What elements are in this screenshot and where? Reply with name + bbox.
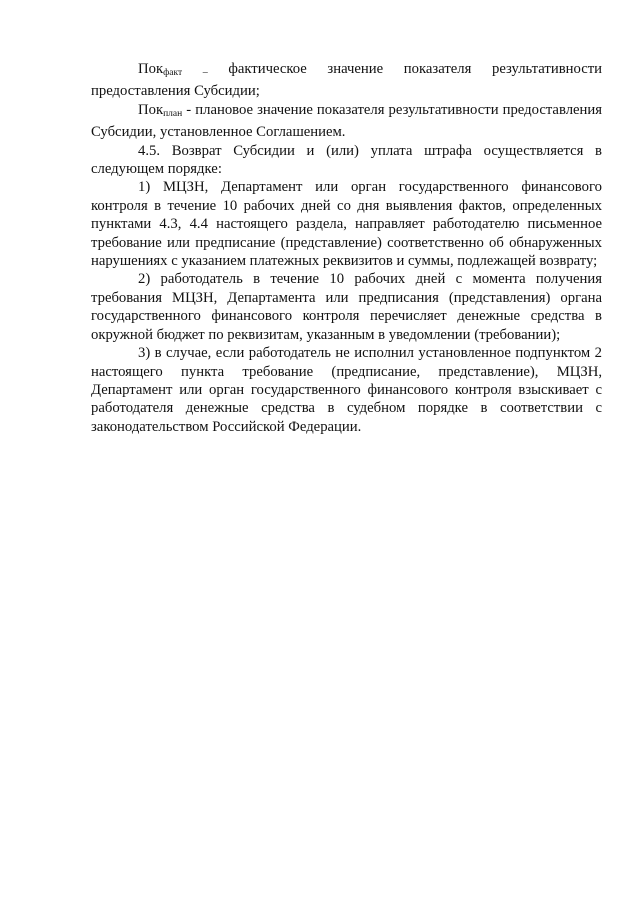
paragraph-4-5: 4.5. Возврат Субсидии и (или) уплата штрафа осуществляется в следующем порядке: (91, 142, 602, 178)
definition-symbol: Пок (138, 101, 164, 118)
paragraph-item-1: 1) МЦЗН, Департамент или орган государственного финансового контроля в течение 10 рабочих дней со дня выявления фактов, определенных пунктами 4.3, 4.4 настоящего раздела, направляет работодателю письменное требование или предписание (представление) соответственно об обнаруженных нарушениях с указанием платежных реквизитов и суммы, подлежащей возврату; (91, 179, 602, 270)
definition-dash: – (202, 67, 208, 78)
definition-subscript: факт (163, 68, 183, 78)
definition-symbol: Пок (138, 61, 164, 77)
definition-pok-plan (91, 101, 602, 142)
paragraph-item-2: 2) работодатель в течение 10 рабочих дней с момента получения требования МЦЗН, Департамента или предписания (представления) органа государственного финансового контроля перечисляет денежные средства в окружной бюджет по реквизитам, указанным в уведомлении (требовании); (91, 271, 602, 343)
definition-dash: - (186, 101, 192, 118)
definition-text: плановое значение показателя результативности предоставления Субсидии, установленное Соглашением. (91, 101, 603, 141)
definition-text: фактическое значение показателя результативности предоставления Субсидии; (91, 61, 602, 100)
document-page (91, 60, 602, 436)
paragraph-item-3: 3) в случае, если работодатель не исполнил установленное подпунктом 2 настоящего пункта требование (предписание, представление), МЦЗН, Департамент или орган государственного финансового контроля взыскивает с работодателя денежные средства в судебном порядке в соответствии с законодательством Российской Федерации. (91, 345, 602, 435)
definition-subscript: план (163, 108, 183, 119)
definition-pok-fakt (91, 60, 602, 101)
